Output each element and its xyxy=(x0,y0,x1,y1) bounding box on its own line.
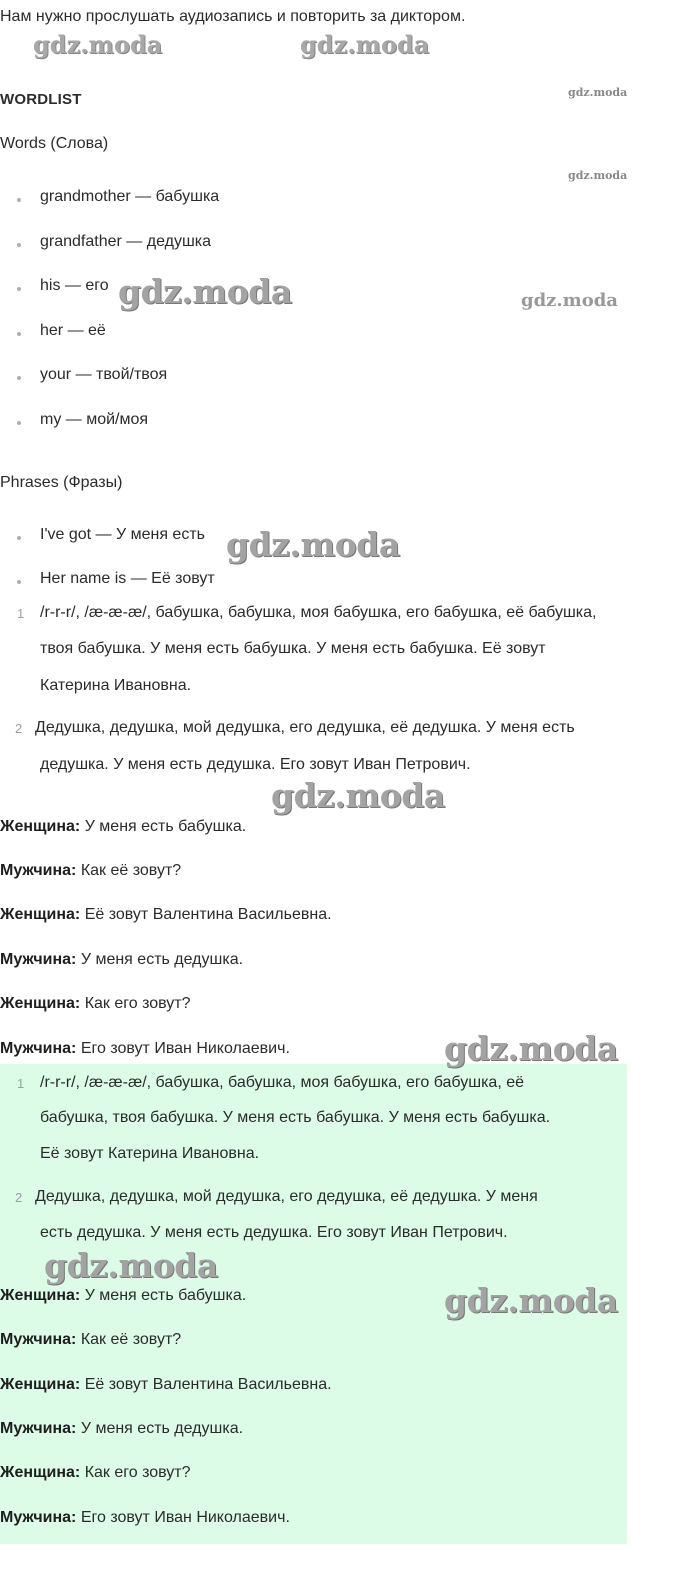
dialog-line: Мужчина: Его зовут Иван Николаевич. xyxy=(0,1509,290,1526)
bullet-icon xyxy=(17,421,21,425)
phrase-item: I've got — У меня есть xyxy=(40,526,205,543)
list-number: 1 xyxy=(17,606,25,621)
dialog-line: Мужчина: Как её зовут? xyxy=(0,862,182,879)
list-number: 2 xyxy=(15,1190,23,1205)
list-number: 1 xyxy=(17,1076,25,1091)
list-item-line: Катерина Ивановна. xyxy=(40,677,192,694)
phrase-item: Her name is — Её зовут xyxy=(40,570,215,587)
list-item-line: /r-r-r/, /æ-æ-æ/, бабушка, бабушка, моя бабушка, его бабушка, её бабушка, xyxy=(40,604,597,621)
list-item-line: /r-r-r/, /æ-æ-æ/, бабушка, бабушка, моя бабушка, его бабушка, её xyxy=(40,1074,525,1091)
list-item-line: есть дедушка. У меня есть дедушка. Его зовут Иван Петрович. xyxy=(40,1224,508,1241)
words-title: Words (Слова) xyxy=(0,135,109,152)
list-item-line: Её зовут Катерина Ивановна. xyxy=(40,1145,260,1162)
intro-text: Нам нужно прослушать аудиозапись и повторить за диктором. xyxy=(0,8,466,25)
bullet-icon xyxy=(17,198,21,202)
watermark: gdz.moda xyxy=(44,1246,218,1285)
bullet-icon xyxy=(17,287,21,291)
watermark: gdz.moda xyxy=(521,290,618,311)
dialog-line: Мужчина: У меня есть дедушка. xyxy=(0,1420,244,1437)
list-item-line: бабушка, твоя бабушка. У меня есть бабушка. У меня есть бабушка. xyxy=(40,1109,551,1126)
watermark: gdz.moda xyxy=(444,1281,618,1320)
bullet-icon xyxy=(17,536,21,540)
list-item-line: твоя бабушка. У меня есть бабушка. У меня есть бабушка. Её зовут xyxy=(40,640,546,657)
dialog-line: Женщина: Её зовут Валентина Васильевна. xyxy=(0,1376,332,1393)
word-item: my — мой/моя xyxy=(40,411,149,428)
watermark: gdz.moda xyxy=(118,272,292,311)
bullet-icon xyxy=(17,332,21,336)
wordlist-heading: WORDLIST xyxy=(0,91,82,108)
bullet-icon xyxy=(17,243,21,247)
word-item: your — твой/твоя xyxy=(40,366,168,383)
watermark: gdz.moda xyxy=(271,776,445,815)
list-number: 2 xyxy=(15,721,23,736)
word-item: grandmother — бабушка xyxy=(40,188,220,205)
dialog-line: Женщина: У меня есть бабушка. xyxy=(0,818,247,835)
list-item-line: Дедушка, дедушка, мой дедушка, его дедушка, её дедушка. У меня есть xyxy=(35,719,575,736)
dialog-line: Женщина: Как его зовут? xyxy=(0,995,191,1012)
watermark: gdz.moda xyxy=(568,86,628,99)
dialog-line: Женщина: Как его зовут? xyxy=(0,1464,191,1481)
list-item-line: дедушка. У меня есть дедушка. Его зовут Иван Петрович. xyxy=(40,756,471,773)
dialog-line: Мужчина: Его зовут Иван Николаевич. xyxy=(0,1040,290,1057)
phrases-title: Phrases (Фразы) xyxy=(0,474,123,491)
word-item: his — его xyxy=(40,277,109,294)
dialog-line: Мужчина: У меня есть дедушка. xyxy=(0,951,244,968)
dialog-line: Женщина: Её зовут Валентина Васильевна. xyxy=(0,906,332,923)
watermark: gdz.moda xyxy=(33,30,163,59)
list-item-line: Дедушка, дедушка, мой дедушка, его дедушка, её дедушка. У меня xyxy=(35,1188,538,1205)
word-item: grandfather — дедушка xyxy=(40,233,212,250)
dialog-line: Женщина: У меня есть бабушка. xyxy=(0,1287,247,1304)
watermark: gdz.moda xyxy=(300,30,430,59)
watermark: gdz.moda xyxy=(226,525,400,564)
word-item: her — её xyxy=(40,322,106,339)
watermark: gdz.moda xyxy=(568,169,628,182)
bullet-icon xyxy=(17,580,21,584)
bullet-icon xyxy=(17,376,21,380)
watermark: gdz.moda xyxy=(444,1029,618,1068)
dialog-line: Мужчина: Как её зовут? xyxy=(0,1331,182,1348)
